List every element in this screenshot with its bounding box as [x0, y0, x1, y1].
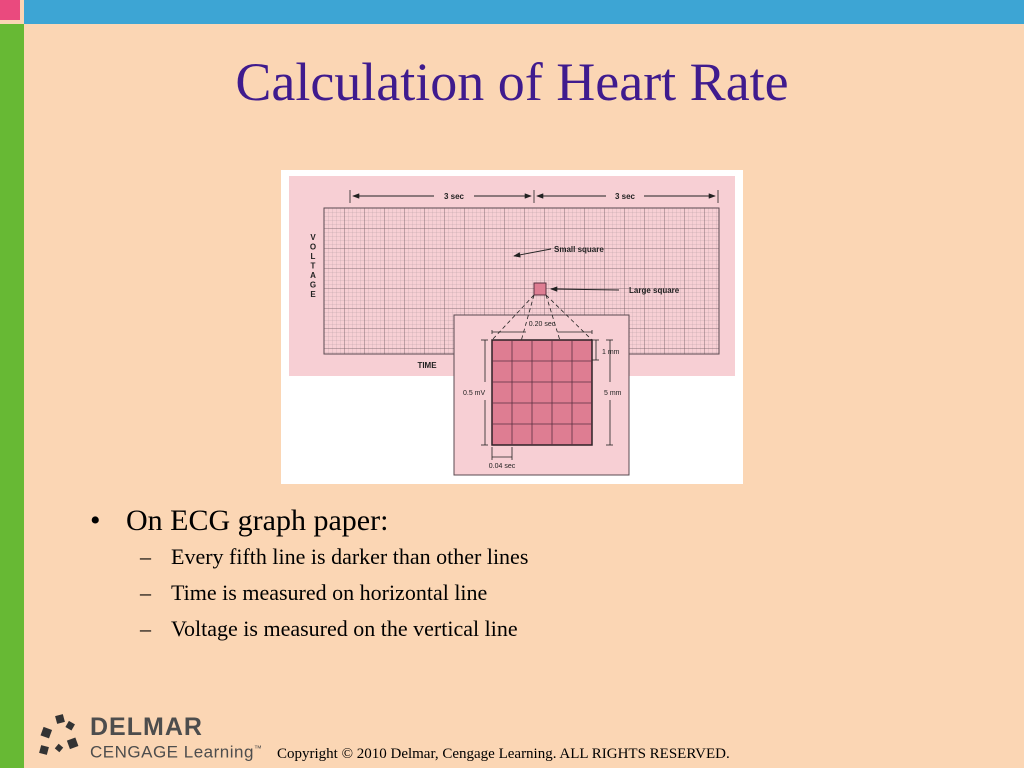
- large-square-label: Large square: [629, 286, 680, 295]
- inset-bottom-label: 0.04 sec: [488, 463, 516, 470]
- copyright-text: Copyright © 2010 Delmar, Cengage Learning. ALL RIGHTS RESERVED.: [277, 746, 730, 762]
- sub-bullet-text: Voltage is measured on the vertical line: [171, 616, 518, 641]
- bullet-main: [90, 503, 528, 539]
- inset-left-label: 0.5 mV: [463, 390, 486, 397]
- inset-right-top-label: 1 mm: [602, 349, 620, 356]
- sub-bullet: [90, 539, 528, 575]
- voltage-axis-label: V O L T A G E: [309, 233, 317, 299]
- sub-bullet-dash: –: [140, 616, 151, 641]
- sub-bullet-text: Time is measured on horizontal line: [171, 580, 488, 605]
- bullet-list: [90, 503, 528, 647]
- logo-trademark: ™: [253, 744, 263, 753]
- span-label-left: 3 sec: [443, 192, 465, 201]
- time-axis-label: TIME: [417, 361, 437, 370]
- bullet-dot: •: [90, 504, 101, 537]
- sub-bullet: [90, 575, 528, 611]
- inset-right-label: 5 mm: [604, 390, 622, 397]
- logo-line-2: [90, 739, 262, 763]
- logo-line-1: DELMAR: [90, 713, 203, 741]
- logo-line-2-text: CENGAGE Learning: [90, 742, 254, 762]
- sub-bullet-text: Every fifth line is darker than other lines: [171, 544, 529, 569]
- ecg-paper-diagram: [281, 170, 743, 484]
- slide-title: Calculation of Heart Rate: [235, 52, 789, 112]
- highlighted-large-square: [534, 283, 546, 295]
- delmar-sunburst-icon: [34, 712, 82, 760]
- sub-bullet-dash: –: [140, 580, 151, 605]
- bullet-main-text: On ECG graph paper:: [126, 504, 389, 537]
- inset-top-label: 0.20 sec: [528, 321, 556, 328]
- delmar-logo: [34, 712, 264, 762]
- inset-large-square: [492, 340, 592, 445]
- left-accent-bar: [0, 24, 24, 768]
- span-label-right: 3 sec: [614, 192, 636, 201]
- sub-bullet-dash: –: [140, 544, 151, 569]
- small-square-label: Small square: [554, 245, 604, 254]
- top-accent-bar: [24, 0, 1024, 24]
- sub-bullet: [90, 611, 528, 647]
- corner-pink-square: [0, 0, 20, 20]
- inset-square-fill: [492, 340, 592, 445]
